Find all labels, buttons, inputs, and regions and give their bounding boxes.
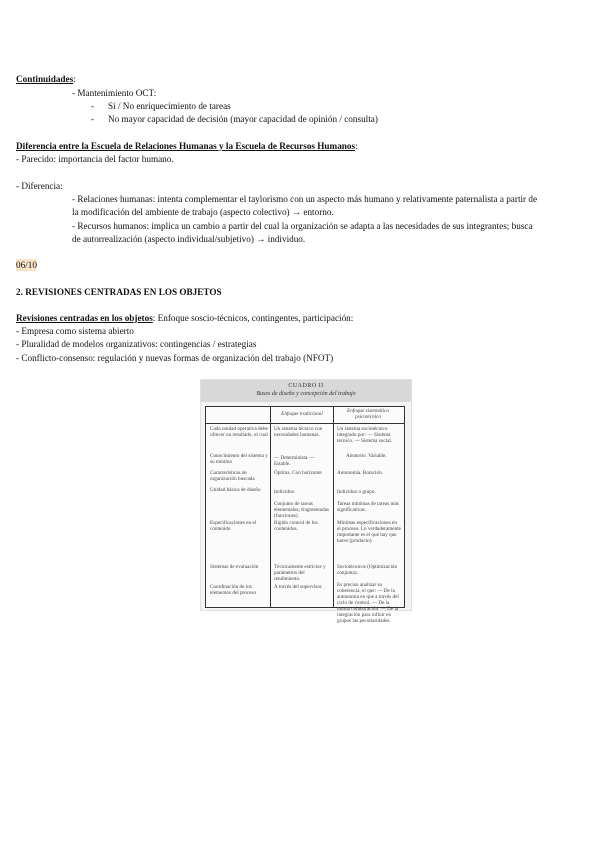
section2-intro (16, 312, 353, 324)
recursos-humanos-line2: de autorrealización (aspecto individual/subjetivo) → individuo. (72, 234, 306, 244)
section2-bullet-1: - Empresa como sistema abierto (16, 326, 134, 336)
row6-col3: Sociotécnicos (Optimización conjunta). (337, 564, 398, 576)
continuidades-sub1-dash: - (91, 101, 95, 111)
col-header-traditional: Enfoque tradicional (281, 411, 323, 417)
col-divider-2 (333, 407, 334, 607)
row3-col1: Unidad básica de diseño (210, 487, 261, 493)
diferencia-label: - Diferencia: (16, 181, 63, 191)
continuidades-sub2-dash: - (91, 114, 95, 124)
row7-col3: Es preciso analizar su coherencia, el que: — De la autonomía en que a través del ciclo de control. — De la mutua colaboración. — De la integración para influir en grupos las peculiaridades. (337, 582, 399, 624)
row5-col2: Rígido control de los contenidos. (274, 520, 318, 532)
section2-bullet-2: - Pluralidad de modelos organizativos: contingencias / estrategias (16, 339, 257, 349)
col-divider-1 (270, 407, 271, 607)
row0-col2: Un sistema técnico con necesidades humanas. (274, 426, 323, 438)
section2-bullet-3: - Conflicto-consenso: regulación y nuevas formas de organización del trabajo (NFOT) (16, 353, 334, 363)
figure-header (201, 380, 411, 402)
figure-table (205, 406, 405, 624)
continuidades-item: - Mantenimiento OCT: (72, 88, 157, 98)
row6-col1: Sistemas de evaluación (210, 564, 259, 570)
row2-col3: Autonomía. Rotación. (337, 470, 383, 476)
relaciones-humanas-line1: - Relaciones humanas: intenta complementar el taylorismo con un aspecto más humano y relativamente paternalista a partir de (72, 194, 538, 204)
row0-col3: Un sistema sociotécnico integrado por: — Sistema técnico. — Sistema social. (337, 426, 393, 444)
diferencia-colon: : (355, 141, 358, 151)
row2-col2: Óptima. Con horizonte (274, 470, 322, 476)
row6-col2: Técnicamente estrictos y parámetros del rendimiento. (274, 564, 326, 582)
row7-col2: A través del supervisor. (274, 584, 323, 590)
row1-col2: — Determinista. — Estable. (274, 455, 316, 467)
row5-col1: Especificaciones en el contenido (210, 520, 257, 532)
figure-header-title: CUADRO II (288, 383, 324, 389)
continuidades-sub1: Sí / No enriquecimiento de tareas (108, 101, 231, 111)
scanned-table-figure (200, 379, 412, 624)
diferencia-parecido: - Parecido: importancia del factor humano. (16, 154, 174, 164)
continuidades-sub2: No mayor capacidad de decisión (mayor capacidad de opinión / consulta) (108, 114, 378, 124)
continuidades-heading (16, 73, 76, 85)
row2-col1: Características de organización buscada (210, 470, 255, 482)
row4-col2: Conjunto de tareas elementales, fragmentadas (funciones). (274, 501, 330, 519)
row3-col3: Individuo o grupo. (337, 489, 376, 495)
section2-intro-text: : Enfoque soscio-técnicos, contingentes, participación: (152, 313, 354, 323)
figure-header-subtitle: Bases de diseño y concepción del trabajo (256, 391, 356, 397)
continuidades-colon: : (73, 74, 76, 84)
diferencia-title: Diferencia entre la Escuela de Relaciones Humanas y la Escuela de Recursos Humanos (16, 141, 356, 151)
recursos-humanos-line1: - Recursos humanos: implica un cambio a partir del cual la organización se adapta a las necesidades de sus integrantes; busca (72, 221, 533, 231)
row4-col3: Tareas mínimas de tareas más significativas. (337, 501, 399, 513)
row1-col3: Aleatorio. Variable. (346, 453, 387, 459)
col-header-systematic: Enfoque sistemático psicotécnico (347, 408, 389, 420)
continuidades-title: Continuidades (16, 74, 74, 84)
row1-col1: Conocimiento del sistema y su mínimo (210, 453, 268, 465)
row0-col1: Cada unidad operativa debe ofrecer un resultado, el cual (210, 426, 268, 438)
relaciones-humanas-line2: la modificación del ambiente de trabajo (aspecto colectivo) → entorno. (72, 207, 334, 217)
section2-heading: 2. REVISIONES CENTRADAS EN LOS OBJETOS (16, 287, 222, 297)
row3-col2: Individuo (274, 489, 295, 495)
date-marker: 06/10 (16, 260, 37, 270)
diferencia-heading (16, 140, 358, 152)
row5-col3: Mínimas especificaciones en el proceso. Lo verdaderamente importante es el qué hay que hacer (producto). (337, 520, 401, 544)
header-row-divider (206, 423, 404, 424)
section2-intro-title: Revisiones centradas en los objetos (16, 313, 153, 323)
row7-col1: Coordinación de los elementos del proceso (210, 584, 257, 596)
